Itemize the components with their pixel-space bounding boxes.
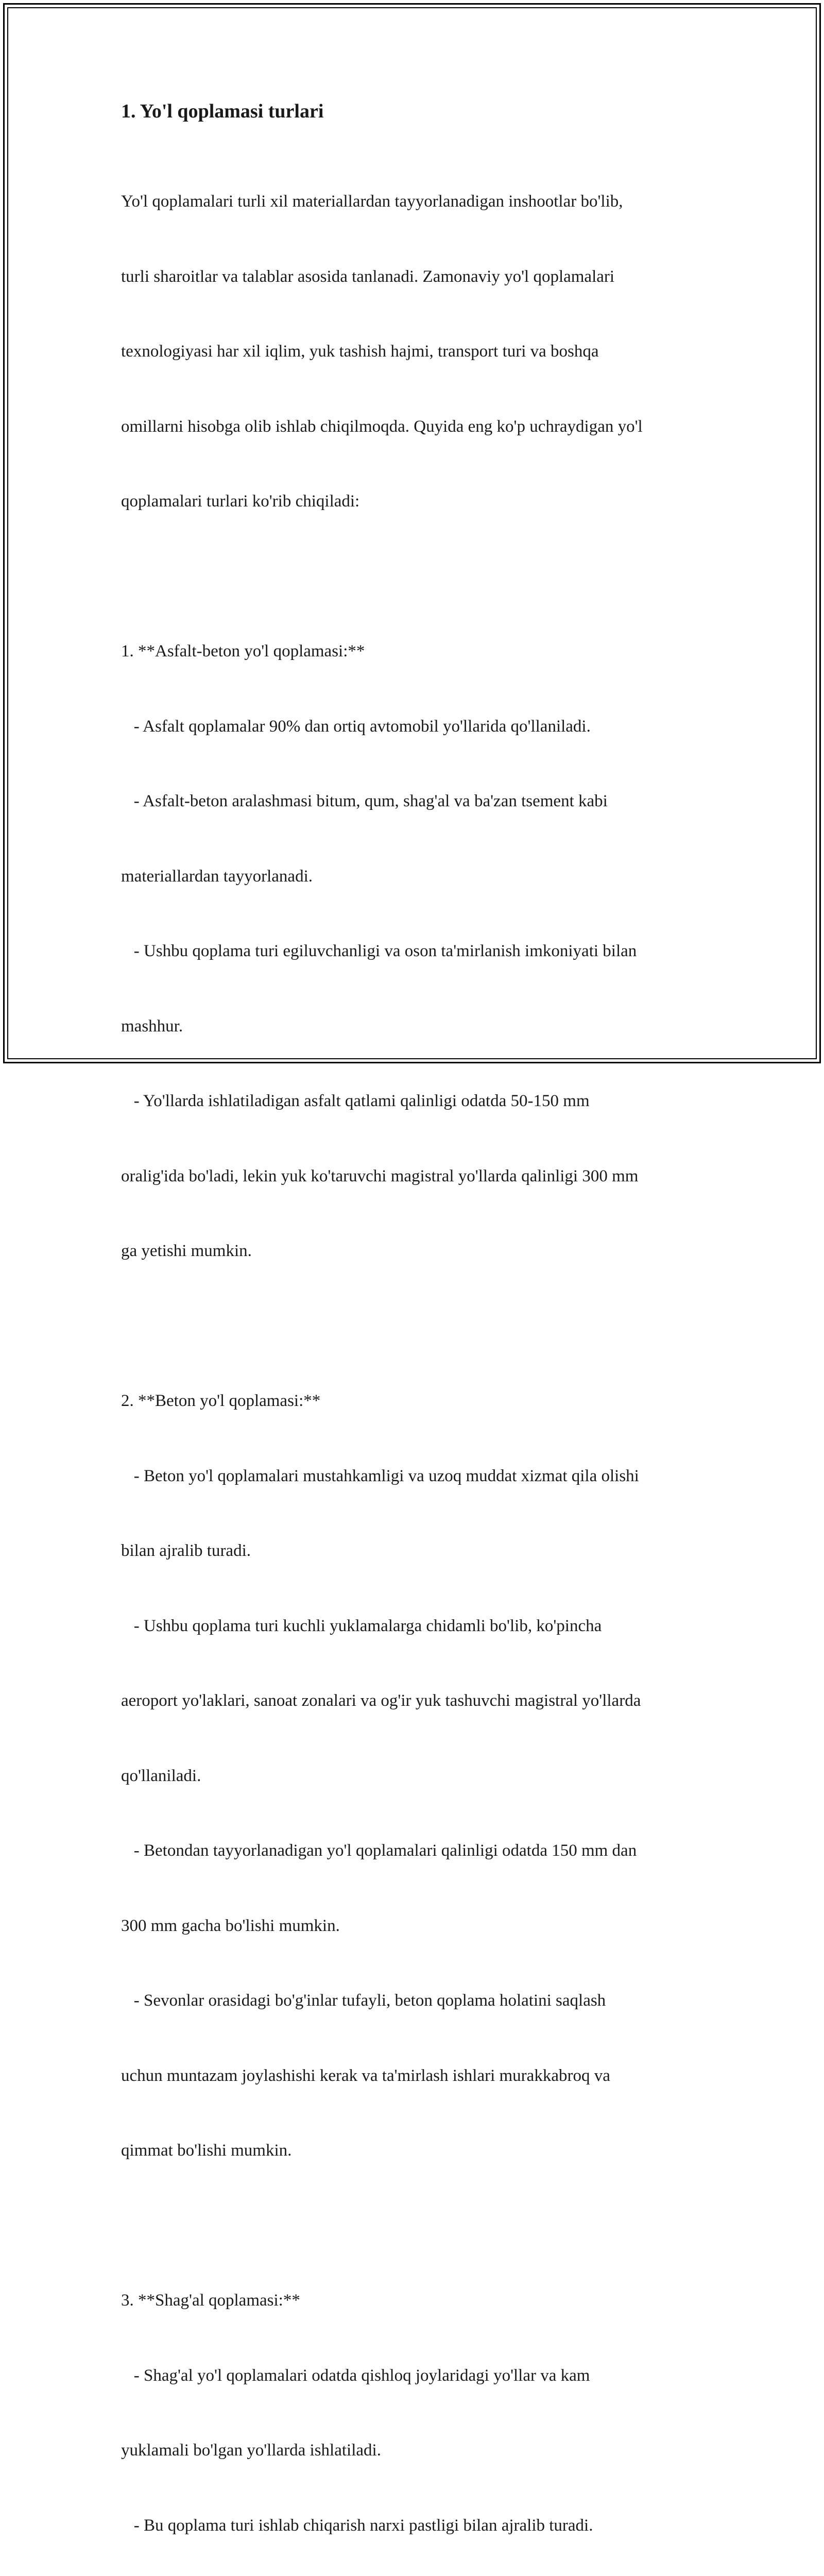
text-line: - Shag'al yo'l qoplamalari odatda qishloq joylaridagi yo'llar va kam	[121, 2366, 590, 2385]
text-line: materiallardan tayyorlanadi.	[121, 867, 313, 886]
list-item-heading: 2. **Beton yo'l qoplamasi:**	[121, 1392, 321, 1410]
document-content	[121, 98, 708, 2576]
text-line: - Asfalt-beton aralashmasi bitum, qum, shag'al va ba'zan tsement kabi	[121, 792, 608, 810]
text-line: - Ushbu qoplama turi kuchli yuklamalarga chidamli bo'lib, ko'pincha	[121, 1616, 602, 1635]
text-line: qo'llaniladi.	[121, 1766, 201, 1785]
text-line: mashhur.	[121, 1016, 183, 1036]
text-line: texnologiyasi har xil iqlim, yuk tashish hajmi, transport turi va boshqa	[121, 342, 599, 361]
section-heading: 1. Yo'l qoplamasi turlari	[121, 100, 324, 122]
text-line: qimmat bo'lishi mumkin.	[121, 2141, 292, 2160]
text-line: Yo'l qoplamalari turli xil materiallardan tayyorlanadigan inshootlar bo'lib,	[121, 192, 623, 211]
text-line: - Bu qoplama turi ishlab chiqarish narxi pastligi bilan ajralib turadi.	[121, 2516, 593, 2535]
text-line: - Asfalt qoplamalar 90% dan ortiq avtomobil yo'llarida qo'llaniladi.	[121, 717, 591, 736]
blank-line	[121, 1314, 708, 1339]
text-line: yuklamali bo'lgan yo'llarda ishlatiladi.	[121, 2441, 381, 2460]
text-line: 300 mm gacha bo'lishi mumkin.	[121, 1916, 340, 1935]
list-item-heading: 3. **Shag'al qoplamasi:**	[121, 2291, 300, 2310]
document-body	[121, 139, 708, 2576]
text-line: oralig'ida bo'ladi, lekin yuk ko'taruvchi magistral yo'llarda qalinligi 300 mm	[121, 1166, 639, 1185]
blank-line	[121, 564, 708, 589]
text-line: uchun muntazam joylashishi kerak va ta'mirlash ishlari murakkabroq va	[121, 2066, 610, 2085]
text-line: bilan ajralib turadi.	[121, 1541, 251, 1560]
list-item-heading: 1. **Asfalt-beton yo'l qoplamasi:**	[121, 642, 365, 660]
text-line: - Betondan tayyorlanadigan yo'l qoplamalari qalinligi odatda 150 mm dan	[121, 1841, 637, 1860]
text-line: - Ushbu qoplama turi egiluvchanligi va oson ta'mirlanish imkoniyati bilan	[121, 942, 637, 960]
text-line: aeroport yo'laklari, sanoat zonalari va og'ir yuk tashuvchi magistral yo'llarda	[121, 1691, 641, 1710]
text-line: qoplamalari turlari ko'rib chiqiladi:	[121, 492, 360, 511]
text-line: - Yo'llarda ishlatiladigan asfalt qatlami qalinligi odatda 50-150 mm	[121, 1092, 590, 1110]
text-line: - Sevonlar orasidagi bo'g'inlar tufayli, beton qoplama holatini saqlash	[121, 1991, 606, 2010]
text-line: ga yetishi mumkin.	[121, 1242, 252, 1260]
text-line: turli sharoitlar va talablar asosida tanlanadi. Zamonaviy yo'l qoplamalari	[121, 267, 615, 286]
blank-line	[121, 2213, 708, 2239]
text-line: omillarni hisobga olib ishlab chiqilmoqda. Quyida eng ko'p uchraydigan yo'l	[121, 417, 643, 436]
text-line: - Beton yo'l qoplamalari mustahkamligi va uzoq muddat xizmat qila olishi	[121, 1466, 639, 1485]
